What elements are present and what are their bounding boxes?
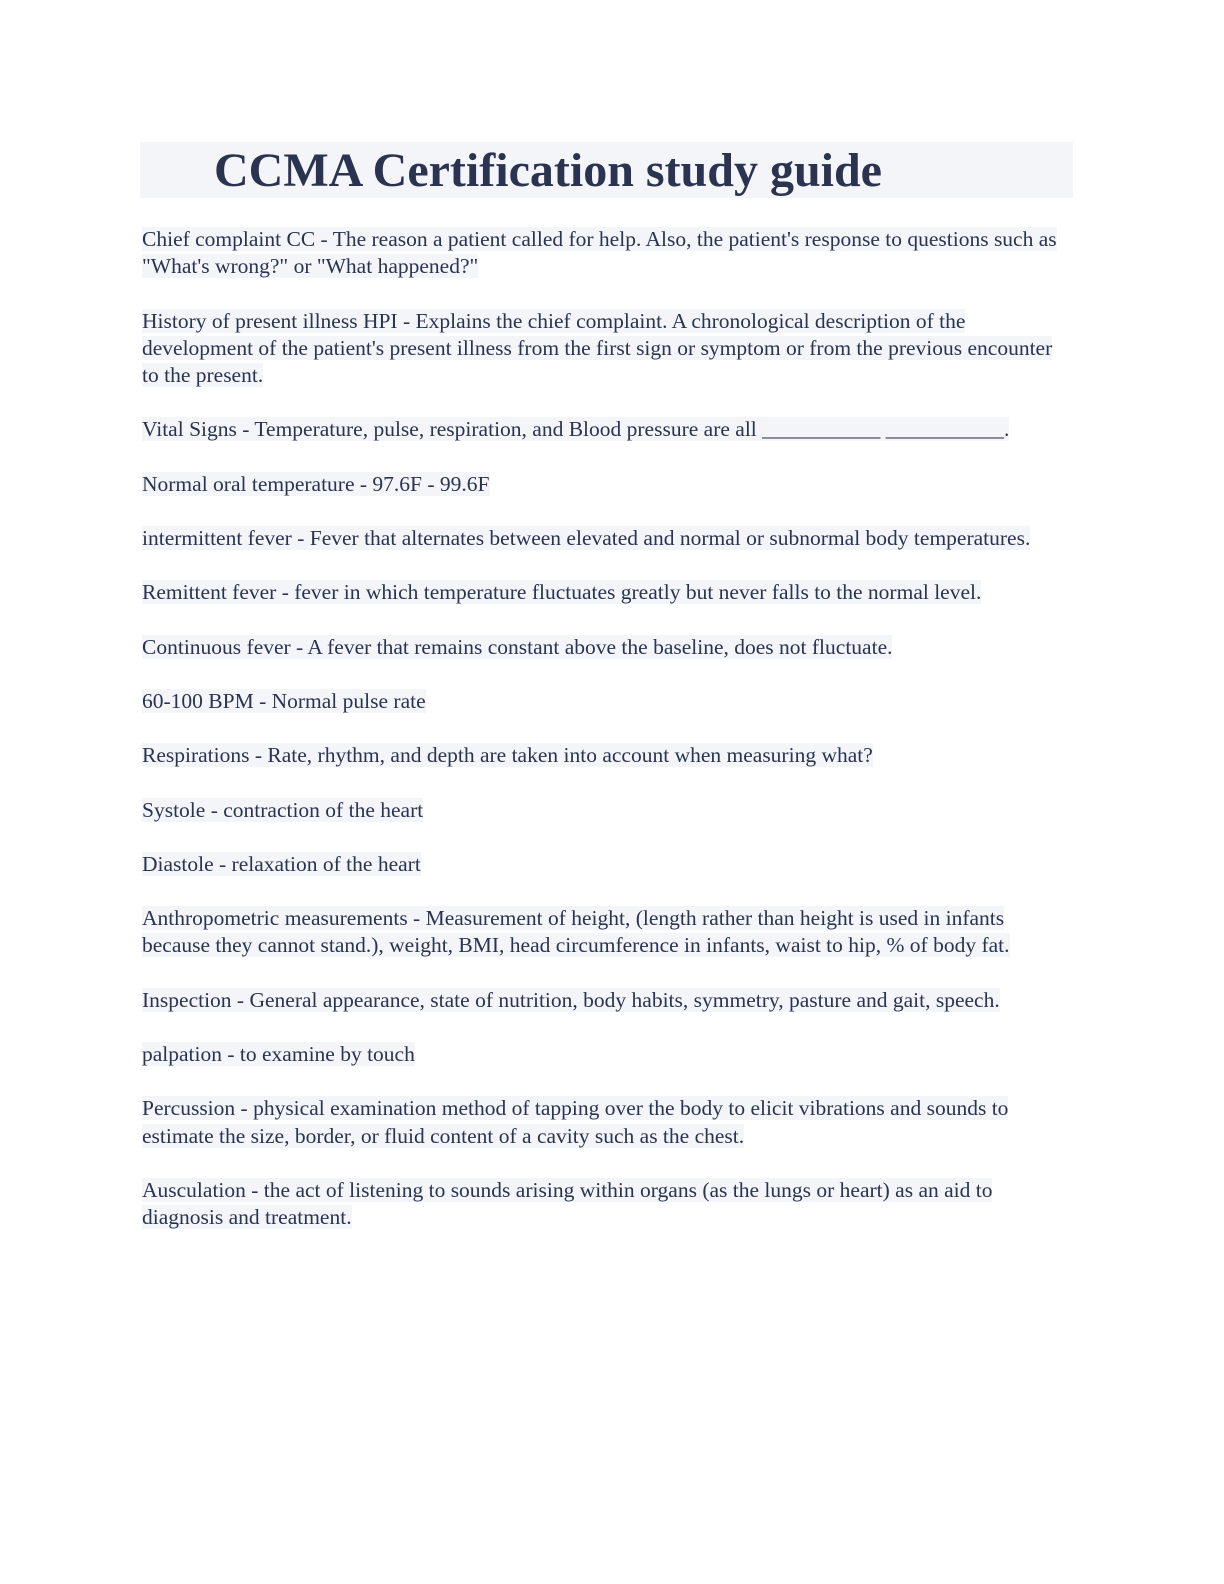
entry-inspection: Inspection - General appearance, state of nutrition, body habits, symmetry, pasture and gait, speech. <box>142 987 1000 1012</box>
entry-normal-pulse-rate: 60-100 BPM - Normal pulse rate <box>142 688 426 713</box>
entry-chief-complaint: Chief complaint CC - The reason a patient called for help. Also, the patient's response to questions such as "What's wrong?" or "What happened?" <box>142 227 1057 279</box>
study-entries-list <box>142 226 1072 1259</box>
entry-history-present-illness: History of present illness HPI - Explains the chief complaint. A chronological description of the development of the patient's present illness from the first sign or symptom or from the previous encounter to the present. <box>142 308 1053 388</box>
document-title: CCMA Certification study guide <box>214 144 882 197</box>
entry-percussion: Percussion - physical examination method of tapping over the body to elicit vibrations and sounds to estimate the size, border, or fluid content of a cavity such as the chest. <box>142 1096 1009 1148</box>
entry-intermittent-fever: intermittent fever - Fever that alternates between elevated and normal or subnormal body temperatures. <box>142 526 1031 551</box>
entry-normal-oral-temperature: Normal oral temperature - 97.6F - 99.6F <box>142 471 490 496</box>
entry-continuous-fever: Continuous fever - A fever that remains constant above the baseline, does not fluctuate. <box>142 634 893 659</box>
entry-systole: Systole - contraction of the heart <box>142 797 424 822</box>
entry-respirations: Respirations - Rate, rhythm, and depth are taken into account when measuring what? <box>142 743 873 768</box>
entry-auscultation: Ausculation - the act of listening to sounds arising within organs (as the lungs or heart) as an aid to diagnosis and treatment. <box>142 1177 993 1230</box>
entry-palpation: palpation - to examine by touch <box>142 1042 415 1067</box>
entry-remittent-fever: Remittent fever - fever in which temperature fluctuates greatly but never falls to the normal level. <box>142 580 982 605</box>
entry-vital-signs: Vital Signs - Temperature, pulse, respiration, and Blood pressure are all ___________ ___________. <box>142 417 1010 442</box>
entry-diastole: Diastole - relaxation of the heart <box>142 851 421 876</box>
entry-anthropometric-measurements: Anthropometric measurements - Measurement of height, (length rather than height is used in infants because they cannot stand.), weight, BMI, head circumference in infants, waist to hip, % of body fat. <box>142 906 1010 958</box>
